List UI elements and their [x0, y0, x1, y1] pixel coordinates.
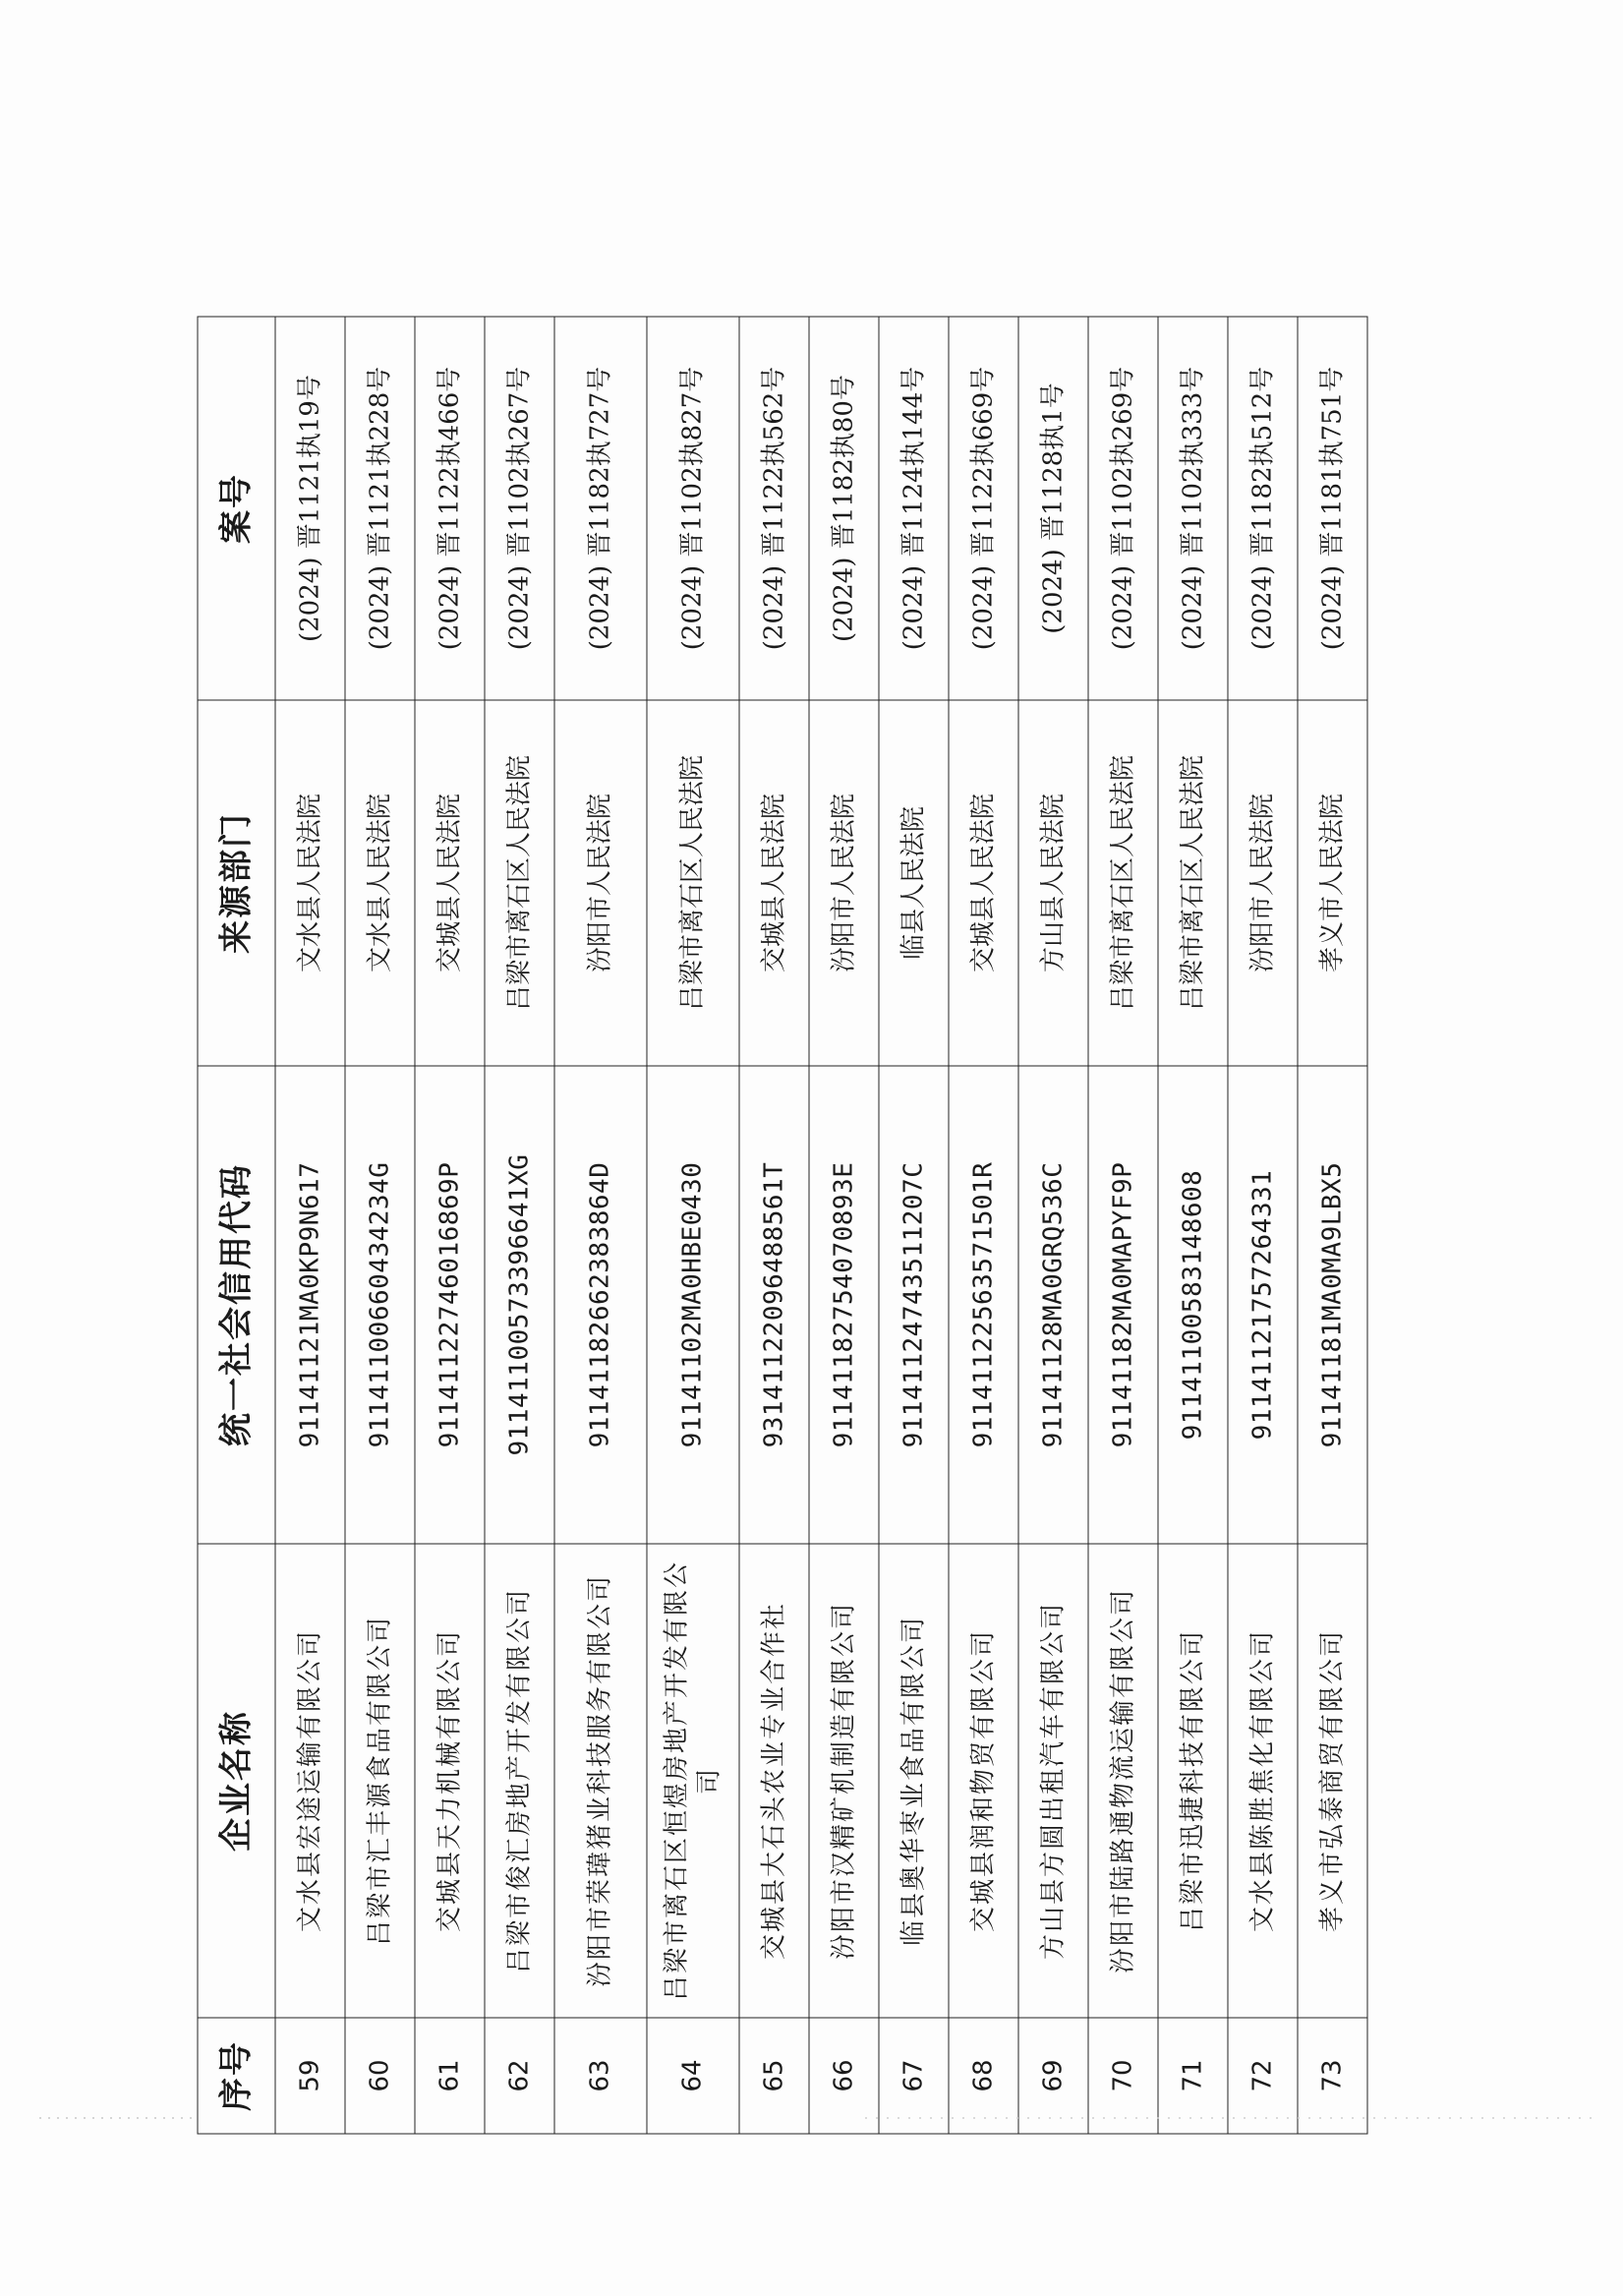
cell-seq: 71: [1158, 2018, 1228, 2134]
cell-seq: 65: [739, 2018, 809, 2134]
rotated-table-wrapper: [197, 317, 1347, 2134]
cell-case: (2024) 晋1102执267号: [485, 317, 554, 700]
cell-code: 91141100573396641XG: [485, 1066, 554, 1544]
table-row: [1018, 317, 1088, 2134]
table-row: [1158, 317, 1228, 2134]
cell-code: 91141122563571501R: [949, 1066, 1018, 1544]
cell-code: 91141102MA0HBE0430: [647, 1066, 739, 1544]
cell-name: 汾阳市汉精矿机制造有限公司: [809, 1544, 879, 2018]
cell-seq: 62: [485, 2018, 554, 2134]
cell-seq: 66: [809, 2018, 879, 2134]
cell-source: 吕梁市离石区人民法院: [1158, 700, 1228, 1066]
cell-seq: 63: [554, 2018, 647, 2134]
table-row: [809, 317, 879, 2134]
cell-case: (2024) 晋1124执144号: [879, 317, 949, 700]
cell-name: 文水县宏途运输有限公司: [275, 1544, 345, 2018]
header-source: 来源部门: [198, 700, 275, 1066]
cell-code: 91141182754070893E: [809, 1066, 879, 1544]
cell-name: 吕梁市迅捷科技有限公司: [1158, 1544, 1228, 2018]
cell-code: 91141128MA0GRQ536C: [1018, 1066, 1088, 1544]
cell-source: 临县人民法院: [879, 700, 949, 1066]
cell-code: 91141100583148608: [1158, 1066, 1228, 1544]
cell-name: 孝义市弘泰商贸有限公司: [1298, 1544, 1367, 2018]
header-case: 案号: [198, 317, 275, 700]
cell-code: 91141121MA0KP9N617: [275, 1066, 345, 1544]
cell-case: (2024) 晋1122执562号: [739, 317, 809, 700]
cell-source: 文水县人民法院: [275, 700, 345, 1066]
cell-case: (2024) 晋1181执751号: [1298, 317, 1367, 700]
header-name: 企业名称: [198, 1544, 275, 2018]
cell-code: 91141182662383864D: [554, 1066, 647, 1544]
cell-name: 临县奥华枣业食品有限公司: [879, 1544, 949, 2018]
cell-case: (2024) 晋1182执727号: [554, 317, 647, 700]
cell-seq: 72: [1228, 2018, 1298, 2134]
table-header-row: [198, 317, 275, 2134]
table-row: [1298, 317, 1367, 2134]
table-row: [485, 317, 554, 2134]
cell-code: 91141124743511207C: [879, 1066, 949, 1544]
cell-seq: 70: [1088, 2018, 1158, 2134]
cell-name: 文水县陈胜焦化有限公司: [1228, 1544, 1298, 2018]
cell-source: 交城县人民法院: [739, 700, 809, 1066]
cell-code: 91141181MA0MA9LBX5: [1298, 1066, 1367, 1544]
cell-name: 方山县方圆出租汽车有限公司: [1018, 1544, 1088, 2018]
scan-noise: [0, 2114, 1623, 2122]
table-row: [415, 317, 485, 2134]
cell-source: 吕梁市离石区人民法院: [1088, 700, 1158, 1066]
cell-source: 汾阳市人民法院: [554, 700, 647, 1066]
cell-name: 吕梁市汇丰源食品有限公司: [345, 1544, 415, 2018]
cell-source: 交城县人民法院: [949, 700, 1018, 1066]
table-row: [554, 317, 647, 2134]
table-row: [949, 317, 1018, 2134]
cell-code: 93141122096488561T: [739, 1066, 809, 1544]
cell-case: (2024) 晋1122执466号: [415, 317, 485, 700]
cell-case: (2024) 晋1102执269号: [1088, 317, 1158, 700]
cell-case: (2024) 晋1128执1号: [1018, 317, 1088, 700]
cell-source: 方山县人民法院: [1018, 700, 1088, 1066]
cell-source: 孝义市人民法院: [1298, 700, 1367, 1066]
cell-code: 91141121757264331: [1228, 1066, 1298, 1544]
table-row: [345, 317, 415, 2134]
cell-source: 汾阳市人民法院: [1228, 700, 1298, 1066]
cell-seq: 73: [1298, 2018, 1367, 2134]
header-code: 统一社会信用代码: [198, 1066, 275, 1544]
cell-case: (2024) 晋1182执512号: [1228, 317, 1298, 700]
cell-seq: 69: [1018, 2018, 1088, 2134]
table-row: [1088, 317, 1158, 2134]
cell-source: 吕梁市离石区人民法院: [647, 700, 739, 1066]
cell-seq: 59: [275, 2018, 345, 2134]
cell-source: 交城县人民法院: [415, 700, 485, 1066]
cell-name: 吕梁市离石区恒煜房地产开发有限公司: [647, 1544, 739, 2018]
cell-seq: 60: [345, 2018, 415, 2134]
cell-case: (2024) 晋1182执80号: [809, 317, 879, 700]
cell-code: 91141182MA0MAPYF9P: [1088, 1066, 1158, 1544]
header-seq: 序号: [198, 2018, 275, 2134]
cell-case: (2024) 晋1102执827号: [647, 317, 739, 700]
cell-name: 吕梁市俊汇房地产开发有限公司: [485, 1544, 554, 2018]
cell-seq: 68: [949, 2018, 1018, 2134]
cell-name: 交城县天力机械有限公司: [415, 1544, 485, 2018]
cell-name: 汾阳市荣瑋猪业科技服务有限公司: [554, 1544, 647, 2018]
cell-case: (2024) 晋1122执669号: [949, 317, 1018, 700]
cell-case: (2024) 晋1121执228号: [345, 317, 415, 700]
cell-source: 文水县人民法院: [345, 700, 415, 1066]
cell-code: 91141122746016869P: [415, 1066, 485, 1544]
cell-case: (2024) 晋1121执19号: [275, 317, 345, 700]
table-row: [879, 317, 949, 2134]
cell-seq: 61: [415, 2018, 485, 2134]
table-row: [1228, 317, 1298, 2134]
cell-source: 吕梁市离石区人民法院: [485, 700, 554, 1066]
cell-seq: 67: [879, 2018, 949, 2134]
cell-case: (2024) 晋1102执333号: [1158, 317, 1228, 700]
cell-name: 汾阳市陆路通物流运输有限公司: [1088, 1544, 1158, 2018]
table-row: [275, 317, 345, 2134]
enterprise-table: [197, 316, 1367, 2134]
cell-source: 汾阳市人民法院: [809, 700, 879, 1066]
cell-code: 91141100660434234G: [345, 1066, 415, 1544]
cell-name: 交城县润和物贸有限公司: [949, 1544, 1018, 2018]
cell-name: 交城县大石头农业专业合作社: [739, 1544, 809, 2018]
cell-seq: 64: [647, 2018, 739, 2134]
table-row: [739, 317, 809, 2134]
table-row: [647, 317, 739, 2134]
